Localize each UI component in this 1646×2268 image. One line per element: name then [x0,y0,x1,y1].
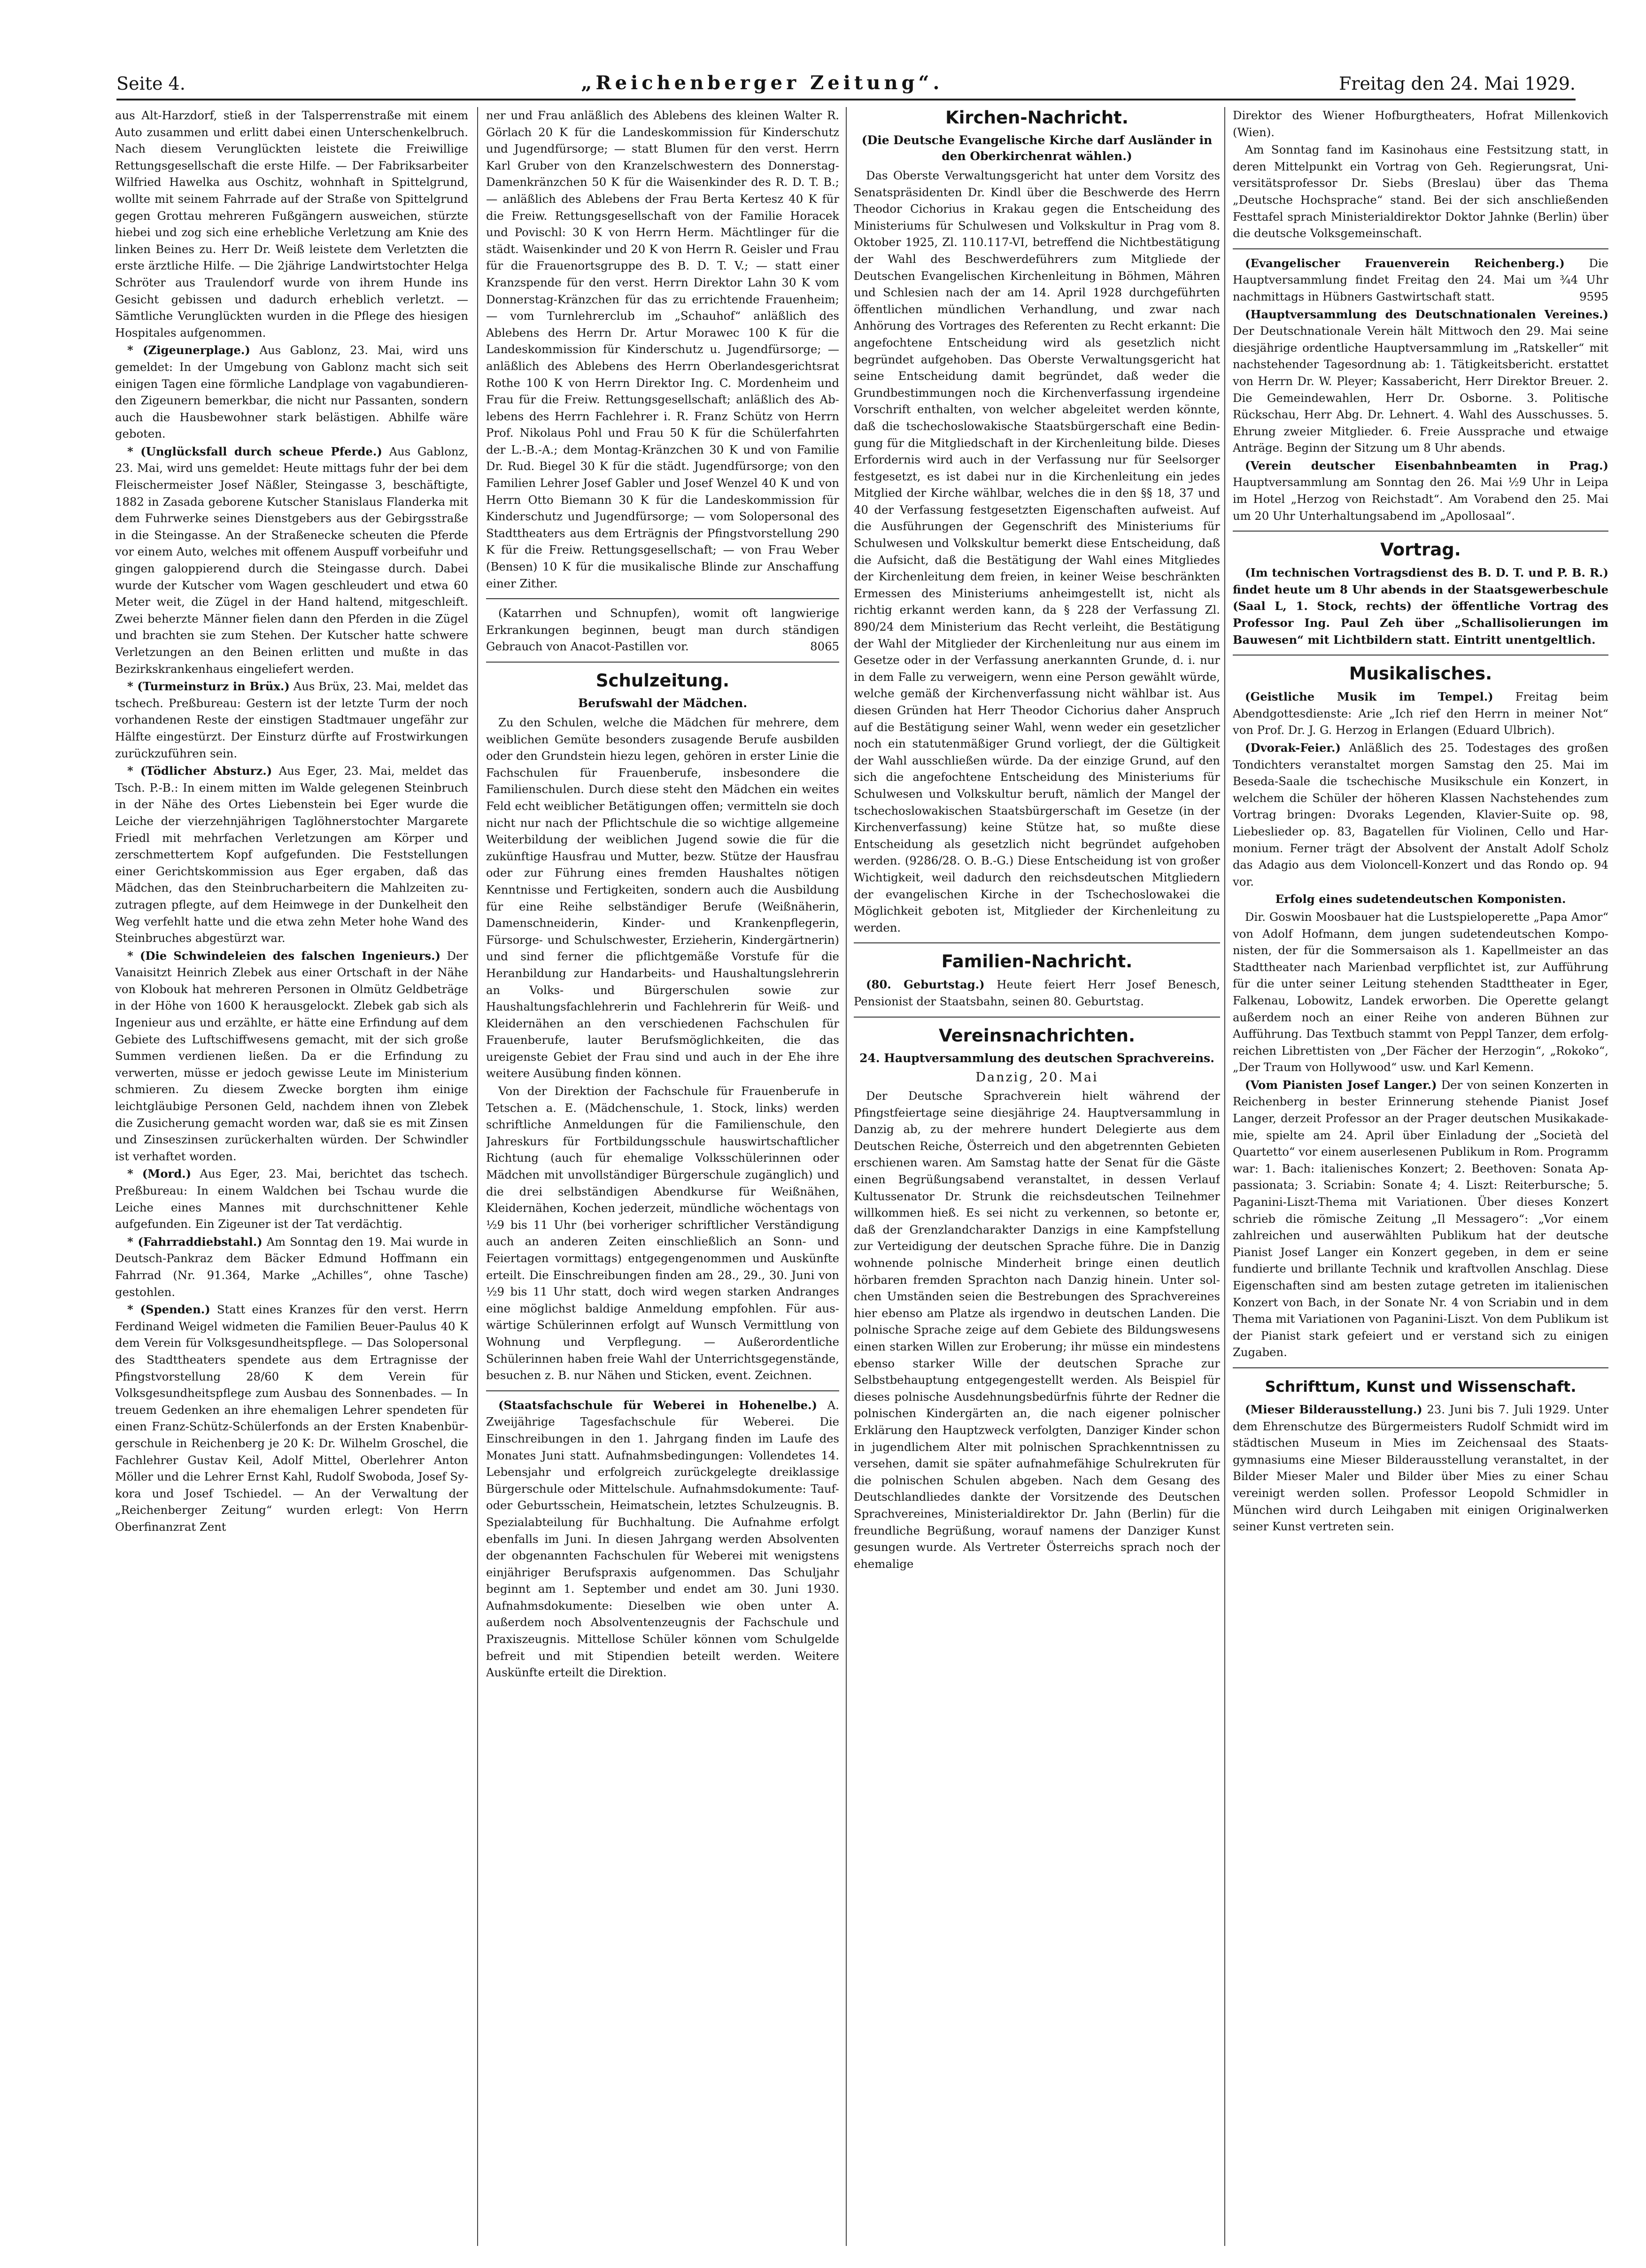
item-text: Anläßlich des 25. Todestages des großen Tondichters veranstaltet morgen Samstag den 25. Mai im Beseda-Saale die tschechische Musikschule ein Konzert, in welchem die Schüler der höheren Klassen Nachstehendes zum Vortrag bringen: Dvoraks Legenden, Klavier-Suite op. 98, Liebeslieder op. 83, Bagatellen für Violinen, Cello und Harmonium. Ferner trägt der Absolvent der Anstalt Adolf Scholz das Adagio aus dem Violoncell-Konzert und das Rondo op. 94 vor. [1233,741,1608,888]
item-text: Die Hauptversammlung findet Freitag den 24. Mai um ¾4 Uhr nachmittags in Hübners Gastwirtschaft statt. [1233,256,1608,303]
item-text: Der Deutschnationale Verein hält Mittwoch den 29. Mai seine diesjährige ordentliche Hauptversammlung im „Ratskeller“ mit nachstehender Tagesordnung ab: 1. Tätigkeitsbericht. erstattet von Herrn Dr. W. Pleyer; Kassabericht, Herr Direktor Breuer. 2. Die Gemeindewahlen, Herr Dr. Osborne. 3. Politische Rückschau, Herr Abg. Dr. Lehnert. 4. Wahl des Ausschusses. 5. Ehrung zweier Mitglieder. 6. Freie Aussprache und etwaige Anträge. Beginn der Sitzung um 8 Uhr abends. [1233,324,1608,455]
item-text: Statt eines Kranzes für den verst. Herrn Ferdinand Weigel widmeten die Familien Beuer-Paulus 40 K dem Verein für Volksgesundheitspflege. — Das Solopersonal des Stadttheaters spendete aus dem Ertragnisse der Pfingstvorstellung 28/60 K dem Verein für Volksgesundheitspflege zum Ausbau des Sonnenbades. — In treuem Gedenken an ihre ehemaligen Lehrer spendeten für einen Franz-Schütz-Schülerfonds an der Ersten Knabenbürgerschule in Reichenberg je 20 K: Dr. Wilhelm Groschel, die Fachlehrer Gustav Keil, Adolf Mittel, Oberlehrer Anton Möller und die Lehrer Ernst Kahl, Rudolf Swoboda, Josef Sykora und Josef Tschiedel. — An der Verwaltung der „Reichenberger Zeitung“ wurden erlegt: Von Herrn Oberfinanzrat Zent [115,1303,468,1534]
issue-date: Freitag den 24. Mai 1929. [1339,73,1576,94]
article-title: Berufswahl der Mädchen. [578,696,748,710]
ad-number: 8065 [810,640,839,654]
item-heading: * (Fahrraddiebstahl.) [127,1234,263,1249]
news-item [115,1301,468,1535]
article-text: Dir. Goswin Moosbauer hat die Lustspieloperette „Papa Amor“ von Adolf Hofmann, dem jungen sudetendeutschen Komponisten, der für die Sommersaison als 1. Kapellmeister an das Stadttheater nach Marienbad verpflichtet ist, zur Aufführung für die unter seiner Leitung stehenden Stadttheater in Eger, Falkenau, Lobowitz, Landek erworben. Die Operette gelangt außerdem noch an einer Reihe von anderen Bühnen zur Aufführung. Das Textbuch stammt von Peppl Tanzer, dem erfolgreichen Librettisten von „Der Fächer der Herzogin“, „Rokoko“, „Der Traum von Hollywood“ usw. und Karl Kemenn. [1233,910,1608,1074]
section-title: Musikalisches. [1349,663,1492,684]
item-heading: * (Unglücksfall durch scheue Pferde.) [127,444,382,458]
section-divider [486,1390,839,1391]
article-text: Von der Direktion der Fachschule für Frauenberufe in Tetschen a. E. (Mädchenschule, 1. Stock, links) werden schriftliche Anmeldungen für die Familienschule, den Jahreskurs für Fortbildungsschule hauswirtschaftlicher Richtung (auch für ehemalige Volksschülerinnen oder Mädchen mit unvollständiger Bürgerschule zugänglich) und die drei selbständigen Abendkurse für Weißnähen, Kleidernähen, Kochen jederzeit, mündliche wöchentags von ½9 bis 11 Uhr (bei vorheriger schriftlicher Verständigung auch an anderen Zeiten einschließlich an Sonn- und Feiertagen vormittags) entgegengenommen und Auskünfte erteilt. Die Einschreibungen finden am 28., 29., 30. Juni von ½9 bis 11 Uhr statt, doch wird wegen starken Andranges eine möglichst baldige Anmeldung empfohlen. Für auswärtige Schülerinnen erfolgt auf Wunsch Vermittlung von Wohnung und Verpflegung. — Außerordentliche Schülerinnen haben freie Wahl der Unterrichtsgegenstände, besuchen z. B. nur Nähen und Sticken, event. Zeichnen. [486,1084,839,1382]
masthead: „Reichenberger Zeitung“. [581,72,943,94]
item-text: Der von seinen Konzerten in Reichenberg in bester Erinnerung stehende Pianist Josef Langer, derzeit Professor an der Prager deutschen Musikakademie, spielte am 24. April über Einladung der „Società del Quartetto“ vor einem auserlesenen Publikum in Rom. Programm war: 1. Bach: italienisches Konzert; 2. Beethoven: Sonata Appassionata; 3. Scriabin: Sonate 4; 4. Liszt: Reiterbursche; 5. Paganini-Liszt-Thema mit Variationen. Über dieses Konzert schrieb die römische Zeitung „Il Messagero“: „Vor einem zahlreichen und auserwählten Publikum hat der deutsche Pianist Josef Langer ein Konzert gegeben, in dem er seine fundierte und brillante Technik und kraftvollen Anschlag. Diese Eigenschaften sind am besten zutage getreten im italienischen Konzert von Bach, in der Sonate Nr. 4 von Scriabin und in dem Thema mit Variationen von Paganini-Liszt. Von dem Publikum ist der Pianist stark gefeiert und er verstand sich zu einigen Zugaben. [1233,1078,1608,1359]
news-item [115,1234,468,1300]
news-item [1233,740,1608,890]
article-text: Am Sonntag fand im Kasinohaus eine Festsitzung statt, in deren Mittelpunkt ein Vortrag von Geh. Regierungsrat, Universitätsprofessor Dr. Siebs (Breslau) über das Thema „Deutsche Hochsprache“ stand. Bei der sich anschließenden Festtafel sprach Ministerialdirektor Doktor Jahnke (Berlin) über die deutsche Volksgemeinschaft. [1233,143,1608,240]
item-text: Aus Gablonz, 23. Mai, wird uns gemeldet: In der Umgebung von Gablonz macht sich seit einigen Tagen eine förmliche Landplage von vagabundierenden Zigeunern bemerkbar, die nicht nur Passanten, sondern auch die Hausbewohner stark belästigen. Abhilfe wäre geboten. [115,343,468,441]
article-text: aus Alt-Harzdorf, stieß in der Talsperrenstraße mit einem Auto zusammen und erlitt dabei einen Unterschenkelbruch. Nach diesem Verunglückten leistete die Freiwillige Rettungsgesellschaft die erste Hilfe. — Der Fabriksarbeiter Wilfried Hawelka aus Oschitz, wohnhaft in Spittelgrund, wollte mit seinem Fahrrade auf der Straße von Spittelgrund gegen Grottau mehreren Fußgängern ausweichen, stürzte hiebei und zog sich eine erhebliche Verletzung am Knie des linken Beines zu. Herr Dr. Weiß leistete dem Verletzten die erste ärztliche Hilfe. — Die 2jährige Landwirtstochter Helga Schröter aus Traulendorf wurde von ihrem Hunde ins Gesicht gebissen und dadurch erheblich verletzt. — Sämtliche Verunglückten wurden in die Pflege des hiesigen Hospitales aufgenommen. [115,108,468,339]
item-heading: (Vom Pianisten Josef Langer.) [1245,1078,1437,1092]
section-divider [1233,655,1608,656]
section-divider [1233,248,1608,249]
column-1 [115,107,468,2248]
item-text: Aus Eger, 23. Mai, meldet das Tsch. P.-B.: In einem mitten im Walde gelegenen Steinbruch in der Nähe des Ortes Liebenstein bei Eger wurde die Leiche der vierzehnjährigen Taglöhnerstochter Margarete Friedl mit mehrfachen Verletzungen am Körper und zerschmettertem Kopf aufgefunden. Die Feststellungen einer Gerichtskommission aus Eger ergaben, daß das Mädchen, das den Steinbrucharbeitern die Mahlzeiten zuzutragen pflegte, auf dem Heimwege in der Dunkelheit den Weg verfehlt hatte und die etwa zehn Meter hohe Wand des Steinbruches abgestürzt war. [115,764,468,945]
article-text: (Im technischen Vortragsdienst des B. D. T. und P. B. R.) findet heute um 8 Uhr abends in der Staatsgewerbeschule (Saal L, 1. Stock, rechts) der öffentliche Vortrag des Professor Ing. Paul Zeh über „Schallisolierungen im Bauwesen“ mit Lichtbildern statt. Eintritt unentgeltlich. [1233,566,1608,647]
section-title: Schulzeitung. [595,671,730,691]
news-item [115,678,468,762]
column-3 [854,107,1220,2248]
item-heading: * (Mord.) [127,1167,192,1181]
article-text: Das Oberste Verwaltungsgericht hat unter dem Vorsitz des Senatspräsidenten Dr. Kindl über die Beschwerde des Herrn Theodor Cichorius in Krakau gegen die Entscheidung des Ministeriums für Schulwesen und Volkskultur in Prag vom 8. Oktober 1925, Zl. 110.117-VI, betreffend die Nichtbestätigung der Wahl des Beschwerdeführers zum Mitgliede der Deutschen Evangelischen Kirchenleitung in Böhmen, Mähren und Schlesien nach der am 14. April 1928 durchgeführten öffentlichen mündlichen Verhandlung, und zwar nach Anhörung des Vortrages des Referenten zu Recht erkannt: Die angefochtene Entscheidung wird als gesetzlich nicht begründet aufgehoben. Das Oberste Verwaltungsgericht hat seine Entscheidung damit begründet, daß weder die Grundbestimmungen noch die Kirchenverfassung irgendeine Vorschrift enthalten, von welcher abgeleitet werden könnte, daß die tschechoslowakische Staatsbürgerschaft eine Bedingung für die Mitgliedschaft in der Kirchenleitung bilde. Dieses Erfordernis wird auch in der Verfassung nur für Seelsorger festgesetzt, es ist dabei nur in die Kirchenleitung ein jedes Mitglied der Kirche wählbar, welches die in den §§ 18, 37 und 40 der Verfassung festgesetzten Eigenschaften aufweist. Auf die Ausführungen der Gegenschrift des Ministeriums für Schulwesen und Volkskultur bemerkt diese Entscheidung, daß die Aufsicht, daß die Bestätigung der Wahl eines Mitgliedes der Kirchenleitung dem freien, in keiner Weise beschränkten Ermessen des Ministeriums anheimgestellt ist, nicht als richtig erkannt werden kann, da § 228 der Verfassung Zl. 890/24 dem Ministerium das Recht verleiht, die Bestätigung der Wahl der Mitglieder der Kirchenleitung nur aus einem im Gesetze oder in der Verfassung anerkannten Grunde, d. i. nur in dem Falle zu verweigern, wenn eine Person gewählt würde, welche gemäß der Kirchenverfassung nicht wählbar ist. Aus diesen Gründen hat Herr Theodor Cichorius daher Anspruch auf die Bestätigung seiner Wahl, wenn weder ein gesetzlicher noch ein statutenmäßiger Grund vorliegt, der die Gültigkeit der Wahl ausschließen würde. Da der einzige Grund, auf den sich die angefochtene Entscheidung des Ministeriums für Schulwesen und Volkskultur beruft, nämlich der Mangel der tschechoslowakischen Staatsbürgerschaft im Gesetze (in der Kirchenverfassung) keine Stütze hat, so mußte diese Entscheidung als gesetzlich nicht begründet aufgehoben werden. (9286/28. O. B.-G.) Diese Entscheidung ist von großer Wichtigkeit, weil dadurch den reichsdeutschen Mitgliedern der evangelischen Kirche in der Tschechoslowakei die Möglichkeit geboten ist, Mitglieder der Kirchenleitung zu werden. [854,169,1220,934]
news-item [1233,306,1608,456]
article-title: 24. Hauptversammlung des deutschen Sprachvereins. [859,1051,1214,1065]
news-item [854,976,1220,1010]
article-text: Zu den Schulen, welche die Mädchen für mehrere, dem weiblichen Gemüte besonders zusagende Berufe ausbilden oder den Grundstein hiezu legen, gehören in erster Linie die Fachschulen für Frauenberufe, insbesondere die Familienschulen. Durch diese steht den Mädchen ein weites Feld echt weiblicher Betätigungen offen; vermitteln sie doch nicht nur nach der Pflichtschule die so wichtige allgemeine Weiterbildung der weiblichen Jugend sowie die für die zukünftige Hausfrau und Mutter, bezw. Stütze der Hausfrau oder zur Führung eines fremden Haushaltes nötigen Kenntnisse und Fertigkeiten, sondern auch die Ausbildung für eine Reihe selbständiger Berufe (Weißnäherin, Damenschneiderin, Kinder- und Krankenpflegerin, Fürsorge- und Schulschwester, Erzieherin, Kindergärtnerin) und sind ferner die pflichtgemäße Vorstufe für die Heranbildung zur Handarbeits- und Haushaltungslehrerin an Volks- und Bürgerschulen sowie zur Haushaltungsfachlehrerin und Fachlehrerin für Weiß- und Kleidernähen an den verschiedenen Fachschulen für Frauenberufe, lauter Berufsmöglichkeiten, die das ureigenste Gebiet der Frau sind und auch in der Ehe ihre weitere Ausübung finden können. [486,716,839,1080]
column-rule [846,107,847,2246]
item-heading: (Hauptversammlung des Deutschnationalen Vereines.) [1245,307,1608,321]
item-heading: * (Turmeinsturz in Brüx.) [127,679,290,694]
section-divider [486,662,839,663]
item-heading: (Geistliche Musik im Tempel.) [1245,690,1493,704]
item-heading: (Dvorak-Feier.) [1245,741,1341,755]
news-item [1233,688,1608,739]
item-text: Aus Gablonz, 23. Mai, wird uns gemeldet: Heute mittags fuhr der bei dem Fleischermeister Josef Näßler, Steingasse 3, beschäftigte, 1882 in Zasada geborene Kutscher Stanislaus Flanderka mit dem Fuhrwerke seines Dienstgebers aus der Gebirgsstraße in die Steingasse. An der Straßenecke scheuten die Pferde vor einem Auto, welches mit offenem Auspuff vorbeifuhr und gingen galoppierend durch die Steingasse durch. Dabei wurde der Kutscher vom Wagen geschleudert und etwa 60 Meter weit, die Zügel in der Hand haltend, mitgeschleift. Zwei beherzte Männer fielen dann den Pferden in die Zügel und brachten sie zum Stehen. Der Kutscher hatte schwere Verletzungen an den Beinen erlitten und mußte in das Bezirkskrankenhaus eingeliefert werden. [115,444,468,676]
column-4 [1233,107,1608,2248]
item-text: Hauptversammlung am Sonntag den 26. Mai ½9 Uhr in Leipa im Hotel „Herzog von Reichstadt“. Am Vorabend den 25. Mai um 20 Uhr Unterhaltungsabend im „Apollosaal“. [1233,475,1608,523]
article-title: (Die Deutsche Evangelische Kirche darf Ausländer in den Oberkirchenrat wählen.) [861,133,1213,163]
news-item [115,763,468,947]
section-title: Vereinsnachrichten. [938,1025,1136,1046]
section-title: Familien-Nachricht. [941,951,1133,972]
item-heading: * (Zigeunerplage.) [127,343,250,357]
item-heading: (80. Geburtstag.) [866,978,985,992]
item-text: Aus Brüx, 23. Mai, meldet das tschech. Preßbureau: Gestern ist der letzte Turm der noch vorhandenen Reste der einstigen Stadtmauer ungefähr zur Hälfte eingestürzt. Der Einsturz dürfte auf Frostwirkungen zurückzuführen sein. [115,679,468,760]
item-heading: Erfolg eines sudetendeutschen Komponisten. [1275,892,1566,906]
advertisement [486,605,839,655]
section-title: Vortrag. [1380,540,1461,560]
section-divider [486,598,839,599]
dateline: Danzig, 20. Mai [975,1070,1098,1085]
page-number: Seite 4. [116,73,185,94]
news-item [1233,255,1608,305]
news-item [1233,1077,1608,1361]
item-heading: (Verein deutscher Eisenbahnbeamten in Prag.) [1245,458,1608,472]
news-item [115,443,468,677]
article-text: Direktor des Wiener Hofburgtheaters, Hofrat Millenkovich (Wien). [1233,108,1608,139]
news-item [486,1397,839,1681]
article-text: Der Deutsche Sprachverein hielt während der Pfingstfeiertage seine diesjährige 24. Hauptversammlung in Danzig ab, zu der mehrere hundert Delegierte aus dem Deutschen Reiche, Österreich und den abgetrennten Gebieten erschienen waren. Am Samstag hatte der Senat für die Gäste einen Begrüßungsabend veranstaltet, in dessen Verlauf Kultussenator Dr. Strunk die reichsdeutschen Teilnehmer willkommen hieß. Es sei nicht zu verkennen, so betonte er, daß der Grenzlandcharakter Danzigs in eine Kampfstellung zur Verteidigung der deutschen Sprache führe. Die in Danzig wohnende polnische Minderheit bringe einen deutlich hörbaren fremden Sprachton nach Danzig hinein. Unter solchen Umständen seien die Bestrebungen des Sprachvereines hier ebenso am Platze als irgendwo in deutschen Landen. Die polnische Sprache zeige auf dem Gebiete des Bildungswesens einen starken Willen zur Eroberung; ihr müsse ein mindestens ebenso starker Wille der deutschen Sprache zur Selbstbehauptung entgegengestellt werden. Als Beispiel für dieses polnische Ausdehnungsbedürfnis führte der Redner die polnischen Kindergärten an, die nach eigener polnischer Erklärung den Hauptzweck verfolgten, Danziger Kinder schon in jugendlichem Alter mit polnischen Sprachkenntnissen zu versehen, damit sie später aufnahmefähige Schulrekruten für die polnischen Schulen abgeben. Nach dem Gesang des Deutschlandliedes dankte der Vorsitzende des Deutschen Sprachvereines, Ministerialdirektor Dr. Jahn (Berlin) für die freundliche Begrüßung, worauf namens der Danziger Kunst gesungen wurde. Als Vertreter Österreichs sprach noch der ehemalige [854,1089,1220,1571]
column-2 [486,107,839,2248]
news-item [1233,457,1608,524]
item-text: Am Sonntag den 19. Mai wurde in Deutsch-Pankraz dem Bäcker Edmund Hoffmann ein Fahrrad (Nr. 91.364, Marke „Achilles“, ohne Tasche) gestohlen. [115,1234,468,1299]
section-divider [1233,1367,1608,1368]
section-divider [1233,531,1608,532]
ad-text: (Katarrhen und Schnupfen), womit oft langwierige Erkrankungen beginnen, beugt man durch ständigen Gebrauch von Anacot-Pastillen vor. [486,606,839,654]
column-rule [477,107,478,2246]
header-rule [116,99,1576,100]
item-heading: (Mieser Bilderausstellung.) [1245,1402,1422,1416]
section-divider [854,1017,1220,1018]
item-text: A. Zweijährige Tagesfachschule für Weberei. Die Einschreibungen in den 1. Jahrgang finden im Laufe des Monates Juni statt. Aufnahmsbedingungen: Vollendetes 14. Lebensjahr und erfolgreich zurückgelegte dreiklassige Bürgerschule oder Mittelschule. Aufnahmsdokumente: Tauf- oder Geburtsschein, Heimatschein, letztes Schulzeugnis. B. Spezialabteilung für Buchhaltung. Die Aufnahme erfolgt ebenfalls im Juni. In diesen Jahrgang werden Absolventen der obgenannten Fachschulen für Weberei mit wenigstens einjähriger Berufspraxis aufgenommen. Das Schuljahr beginnt am 1. September und endet am 30. Juni 1930. Aufnahmsdokumente: Dieselben wie oben unter A. außerdem noch Absolventenzeugnis der Fachschule und Praxiszeugnis. Mittellose Schüler können vom Schulgelde befreit und mit Stipendien beteilt werden. Weitere Auskünfte erteilt die Direktion. [486,1398,839,1680]
section-title: Kirchen-Nachricht. [945,108,1128,128]
news-item [115,342,468,442]
ad-number: 9595 [1579,289,1608,303]
item-heading: * (Tödlicher Absturz.) [127,764,272,778]
news-item [1233,1401,1608,1535]
item-text: Der Vanaisitzt Heinrich Zlebek aus einer Ortschaft in der Nähe von Klobouk hat mehreren Personen in Olmütz Geldbeträge in der Höhe von 1600 K herausgelockt. Zlebek gab sich als Ingenieur aus und erzählte, er hätte eine Erfindung auf dem Gebiete des Luftschiffwesens gemacht, mit der sich große Summen verdienen ließen. Da er die Erfindung zu verwerten, müsse er jedoch gewisse Leute im Ministerium schmieren. Zu diesem Zwecke borgten ihm einige leichtgläubige Personen Geld, nachdem ihnen von Zlebek die Zusicherung gemacht worden war, daß sie es mit Zinsen und Zinseszinsen zurückerhalten würden. Der Schwindler ist verhaftet worden. [115,949,468,1163]
section-divider [854,942,1220,943]
item-text: Aus Eger, 23. Mai, berichtet das tschech. Preßbureau: In einem Waldchen bei Tschau wurde die Leiche eines Mannes mit durchschnittener Kehle aufgefunden. Ein Zigeuner ist der Tat verdächtig. [115,1167,468,1231]
section-title: Schrifttum, Kunst und Wissenschaft. [1265,1377,1576,1396]
item-heading: * (Die Schwindeleien des falschen Ingenieurs.) [127,949,441,963]
item-text: Freitag beim Abendgottesdienste: Arie „Ich rief den Herrn in meiner Not“ von Prof. Dr. J. G. Herzog in Erlangen (Eduard Ulbrich). [1233,690,1608,737]
item-text: 23. Juni bis 7. Juli 1929. Unter dem Ehrenschutze des Bürgermeisters Rudolf Schmidt wird im städtischen Museum in Mies im Zeichensaal des Staatsgymnasiums eine Mieser Bilderausstellung veranstaltet, in der Bilder Mieser Maler und Bilder über Mies zu einer Schau vereinigt werden sollen. Professor Leopold Schmidler in München wird durch Leihgaben mit einigen Originalwerken seiner Kunst vertreten sein. [1233,1402,1608,1534]
item-heading: (Evangelischer Frauenverein Reichenberg.) [1245,256,1565,270]
page-header [116,65,1576,94]
news-item [115,1165,468,1232]
item-text: Heute feiert Herr Josef Benesch, Pensionist der Staatsbahn, seinen 80. Geburtstag. [854,978,1220,1008]
item-heading: * (Spenden.) [127,1303,210,1317]
column-rule [1224,107,1225,2246]
article-text: ner und Frau anläßlich des Ablebens des kleinen Walter R. Görlach 20 K für die Landeskommission für Kinderschutz und Jugendfürsorge; — statt Blumen für den verst. Herrn Karl Gruber von den Kranzelschwestern des Donnerstag-Damenkränzchen 50 K für die Waisenkinder des R. D. T. B.; — anläßlich des Ablebens der Frau Berta Kertesz 40 K für die Freiw. Rettungsgesellschaft von der Familie Horacek und Povischl: 30 K von Herrn Herm. Mächtlinger für die städt. Waisenkinder und 20 K von Herrn R. Geisler und Frau für die Frauenortsgruppe des B. D. T. V.; — statt einer Kranzspende für den verst. Herrn Direktor Lahn 30 K vom Donnerstag-Kränzchen für das zu errichtende Frauenheim; — vom Turnlehrerclub im „Schauhof“ anläßlich des Ablebens des Herrn Dr. Artur Morawec 100 K für die Landeskommission für Kinderschutz u. Jugendfürsorge; — anläßlich des Ablebens des Herrn Oberlandesgerichtsrat Rothe 100 K von Herrn Direktor Ing. C. Mordenheim und Frau für die Freiw. Rettungsgesellschaft; anläßlich des Ablebens des Herrn Fachlehrer i. R. Franz Schütz von Herrn Prof. Nikolaus Pohl und Frau 50 K für die Schülerfahrten der L.-B.-A.; dem Montag-Kränzchen 30 K und von Familie Dr. Rud. Biegel 30 K für die städt. Jugendfürsorge; von den Familien Lehrer Josef Gabler und Josef Wenzel 40 K und von Herrn Otto Biemann 30 K für die Landeskommission für Kinderschutz und Jugendfürsorge; — vom Solopersonal des Stadttheaters aus dem Erträgnis der Pfingstvorstellung 290 K für die Freiw. Rettungsgesellschaft; — von Frau Weber (Bensen) 10 K für die musikalische Blinde zur Anschaffung einer Zither. [486,108,839,590]
item-heading: (Staatsfachschule für Weberei in Hohenelbe.) [498,1398,818,1412]
news-item [115,948,468,1165]
